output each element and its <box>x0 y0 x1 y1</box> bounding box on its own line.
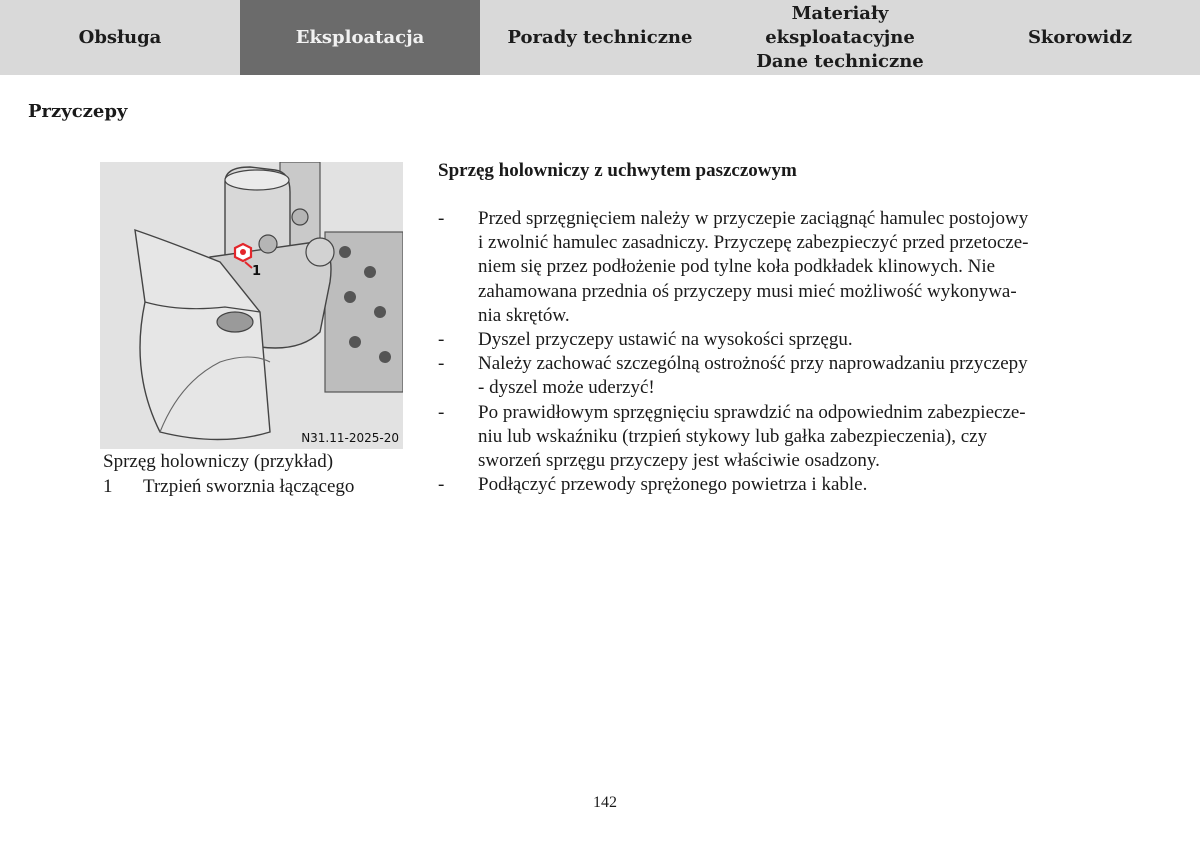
text-line: - dyszel może uderzyć! <box>478 377 655 399</box>
legend-number: 1 <box>103 476 113 497</box>
coupling-drawing <box>100 162 403 449</box>
callout-number: 1 <box>252 264 262 279</box>
text-line: Po prawidłowym sprzęgnięciu sprawdzić na odpowiednim zabezpiecze- <box>478 401 1026 423</box>
text-line: sworzeń sprzęgu przyczepy jest właściwie osadzony. <box>478 450 880 472</box>
text-line: nia skrętów. <box>478 304 570 326</box>
tab-porady-techniczne[interactable] <box>480 0 720 75</box>
tab-label: Eksploatacja <box>295 26 425 48</box>
knob-icon <box>259 235 277 253</box>
text-line: Podłączyć przewody sprężonego powietrza i kable. <box>478 474 868 496</box>
text-line: i zwolnić hamulec zasadniczy. Przyczepę zabezpieczyć przed przetocze- <box>478 232 1029 254</box>
text-line: niu lub wskaźniku (trzpień stykowy lub gałka zabezpieczenia), czy <box>478 425 988 447</box>
coupling-illustration <box>100 162 403 449</box>
bullet-dash: - <box>438 401 445 423</box>
bullet-text <box>478 473 1078 497</box>
tab-label: Skorowidz <box>1027 26 1133 48</box>
text-line: Należy zachować szczególną ostrożność przy naprowadzaniu przyczepy <box>478 353 1028 375</box>
tab-materialy-dane[interactable] <box>720 0 960 75</box>
bolt-icon <box>349 336 361 348</box>
bolt-icon <box>364 266 376 278</box>
pin-hole <box>217 312 253 332</box>
bullet-text <box>478 352 1078 400</box>
tab-label: Obsługa <box>78 26 162 48</box>
figure-caption <box>103 449 354 499</box>
pin-marker-dot <box>240 249 246 255</box>
list-item <box>438 473 1078 497</box>
instruction-list <box>438 207 1078 497</box>
tab-label: Porady techniczne <box>507 26 693 48</box>
tab-label-line-2: Dane techniczne <box>756 50 924 72</box>
header-tabs <box>0 0 1200 75</box>
list-item <box>438 207 1078 328</box>
bolt-icon <box>339 246 351 258</box>
bullet-dash: - <box>438 329 445 351</box>
bullet-dash: - <box>438 474 445 496</box>
text-line: Dyszel przyczepy ustawić na wysokości sprzęgu. <box>478 329 853 351</box>
figure-code: N31.11-2025-20 <box>301 431 399 445</box>
caption-title: Sprzęg holowniczy (przykład) <box>103 451 334 472</box>
bullet-text <box>478 328 1078 352</box>
list-item <box>438 401 1078 474</box>
bolt-icon <box>379 351 391 363</box>
bolt-icon <box>374 306 386 318</box>
tab-label-line-1: Materiały eksploatacyjne <box>765 2 915 48</box>
text-line: niem się przez podłożenie pod tylne koła podkładek klinowych. Nie <box>478 256 996 278</box>
coupling-cap-top <box>225 170 289 190</box>
page-number: 142 <box>593 794 617 811</box>
text-line: Przed sprzęgnięciem należy w przyczepie zaciągnąć hamulec postojowy <box>478 208 1029 229</box>
knob-icon <box>292 209 308 225</box>
instructions <box>438 160 1078 497</box>
instructions-title: Sprzęg holowniczy z uchwytem paszczowym <box>438 160 797 181</box>
legend-item <box>103 474 354 499</box>
pivot-icon <box>306 238 334 266</box>
frame-plate <box>325 232 403 392</box>
tab-obsluga[interactable] <box>0 0 240 75</box>
bullet-dash: - <box>438 208 445 229</box>
section-title: Przyczepy <box>28 101 128 122</box>
bullet-text <box>478 207 1078 328</box>
list-item <box>438 328 1078 352</box>
bullet-text <box>478 401 1078 474</box>
legend-text: Trzpień sworznia łączącego <box>143 476 355 497</box>
bolt-icon <box>344 291 356 303</box>
text-line: zahamowana przednia oś przyczepy musi mieć możliwość wykonywa- <box>478 280 1017 302</box>
list-item <box>438 352 1078 400</box>
tab-eksploatacja[interactable] <box>240 0 480 75</box>
tab-skorowidz[interactable] <box>960 0 1200 75</box>
bullet-dash: - <box>438 353 445 375</box>
